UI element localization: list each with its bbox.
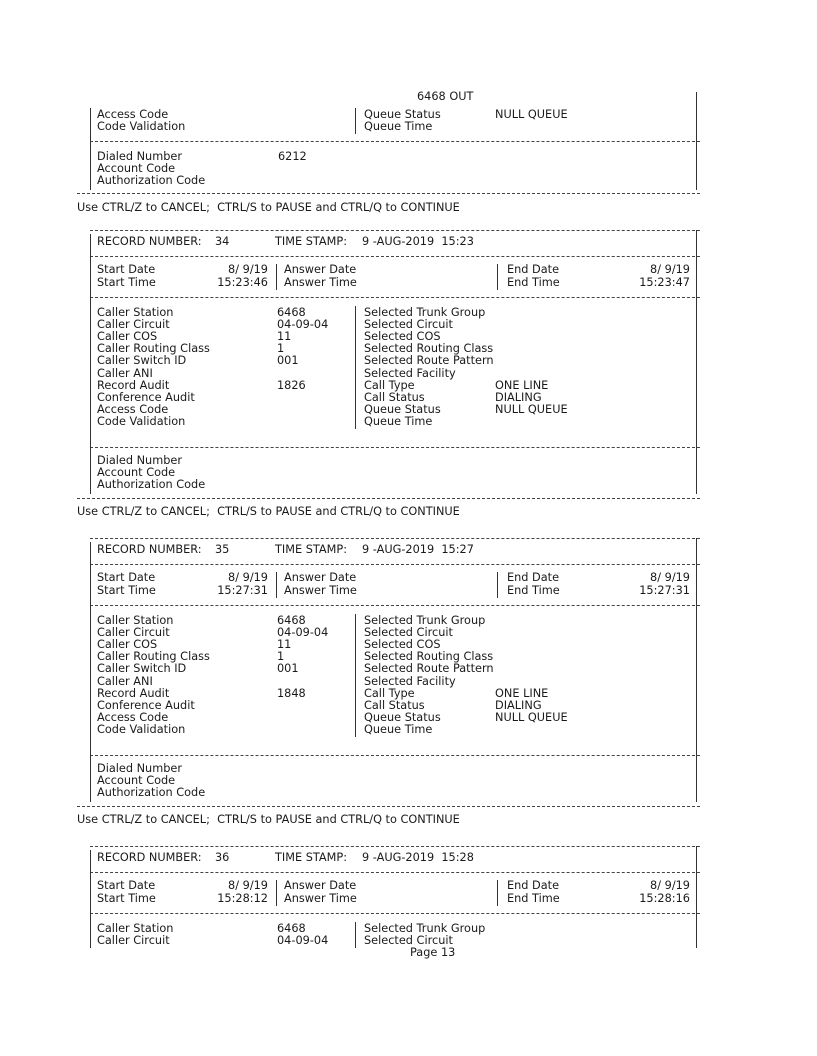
dashed-divider [90, 297, 700, 298]
time-stamp-label: TIME STAMP: [275, 543, 347, 556]
vertical-rule [276, 572, 277, 598]
end-date: 8/ 9/19 [650, 263, 690, 276]
record-number-label: RECORD NUMBER: [97, 543, 202, 556]
field-label: Dialed Number [97, 762, 182, 775]
trunk-value: 6468 OUT [417, 90, 474, 103]
dashed-divider [90, 447, 700, 448]
dashed-divider [77, 193, 700, 194]
field-value: 6212 [278, 150, 307, 163]
ctrl-notice: Use CTRL/Z to CANCEL; CTRL/S to PAUSE and CTRL/Q to CONTINUE [77, 201, 460, 214]
start-date: 8/ 9/19 [228, 263, 268, 276]
vertical-rule [696, 846, 697, 948]
ctrl-notice: Use CTRL/Z to CANCEL; CTRL/S to PAUSE and CTRL/Q to CONTINUE [77, 813, 460, 826]
field-label: Selected Route Pattern [364, 354, 494, 368]
field-label: End Time [507, 276, 560, 289]
field-label: Call Status [364, 698, 425, 712]
ctrl-notice: Use CTRL/Z to CANCEL; CTRL/S to PAUSE and CTRL/Q to CONTINUE [77, 505, 460, 518]
field-label: Start Time [97, 276, 156, 289]
field-value: DIALING [495, 698, 542, 712]
field-label: Authorization Code [97, 786, 206, 800]
page-number: Page 13 [410, 946, 456, 959]
field-value: 6468 [277, 614, 306, 627]
field-label: Caller Switch ID [97, 662, 187, 676]
field-label: End Time [507, 892, 560, 905]
time-stamp-label: TIME STAMP: [275, 851, 347, 864]
vertical-rule [90, 234, 91, 494]
field-label: Conference Audit [97, 698, 195, 712]
vertical-rule [90, 542, 91, 802]
end-time: 15:27:31 [639, 584, 690, 597]
dashed-divider [90, 872, 700, 873]
field-label: Account Code [97, 162, 176, 176]
field-value: 04-09-04 [277, 934, 329, 948]
field-label: End Time [507, 584, 560, 597]
field-label: Caller Station [97, 922, 174, 935]
field-label: Call Type [364, 686, 415, 700]
field-label: Dialed Number [97, 454, 182, 467]
field-label: Selected Trunk Group [364, 922, 486, 935]
field-label: Account Code [97, 466, 176, 480]
vertical-rule [355, 614, 356, 737]
vertical-rule [696, 230, 697, 494]
field-value: DIALING [495, 390, 542, 404]
field-label: Answer Time [284, 584, 357, 597]
record-number: 35 [215, 543, 230, 556]
field-value: NULL QUEUE [495, 108, 568, 121]
field-label: Selected Routing Class [364, 342, 494, 356]
dashed-divider [90, 755, 700, 756]
field-label: End Date [507, 263, 560, 276]
vertical-rule [497, 572, 498, 598]
field-label: Start Date [97, 879, 156, 892]
field-label: Access Code [97, 710, 169, 724]
field-label: Caller Station [97, 306, 174, 319]
field-label: Caller Station [97, 614, 174, 627]
field-value: 11 [277, 638, 292, 652]
field-label: Queue Time [364, 120, 433, 134]
field-label: Record Audit [97, 378, 170, 392]
dashed-divider [90, 538, 700, 539]
vertical-rule [355, 922, 356, 948]
field-label: End Date [507, 571, 560, 584]
vertical-rule [355, 108, 356, 134]
field-label: Selected Circuit [364, 934, 453, 948]
field-label: Queue Time [364, 722, 433, 736]
field-label: Selected Route Pattern [364, 662, 494, 676]
field-label: Caller ANI [97, 674, 153, 688]
field-label: Answer Date [284, 571, 357, 584]
end-time: 15:28:16 [639, 892, 690, 905]
start-date: 8/ 9/19 [228, 571, 268, 584]
field-label: Selected Circuit [364, 318, 453, 332]
time-stamp: 9 -AUG-2019 15:23 [362, 235, 474, 248]
field-label: Start Time [97, 892, 156, 905]
record-number-label: RECORD NUMBER: [97, 235, 202, 248]
field-value: ONE LINE [495, 378, 549, 392]
field-label: End Date [507, 879, 560, 892]
field-label: Call Status [364, 390, 425, 404]
field-label: Access Code [97, 402, 169, 416]
field-value: 1 [277, 342, 285, 356]
field-label: Caller COS [97, 330, 158, 344]
record-number-label: RECORD NUMBER: [97, 851, 202, 864]
field-label: Selected Trunk Group [364, 614, 486, 627]
field-label: Answer Date [284, 879, 357, 892]
dashed-divider [77, 498, 700, 499]
field-label: Selected Facility [364, 674, 456, 688]
field-label: Code Validation [97, 722, 186, 736]
field-label: Caller Circuit [97, 934, 170, 948]
end-time: 15:23:47 [639, 276, 690, 289]
field-label: Selected Circuit [364, 626, 453, 640]
vertical-rule [90, 850, 91, 948]
field-label: Queue Status [364, 108, 441, 121]
field-label: Queue Time [364, 414, 433, 428]
field-label: Selected Trunk Group [364, 306, 486, 319]
start-time: 15:28:12 [217, 892, 268, 905]
field-label: Selected COS [364, 638, 441, 652]
field-value: 001 [277, 662, 299, 676]
field-value: NULL QUEUE [495, 710, 568, 724]
field-label: Authorization Code [97, 478, 206, 492]
vertical-rule [497, 880, 498, 906]
dashed-divider [90, 141, 700, 142]
field-value: 6468 [277, 922, 306, 935]
field-label: Queue Status [364, 402, 441, 416]
time-stamp: 9 -AUG-2019 15:27 [362, 543, 474, 556]
dashed-divider [90, 256, 700, 257]
field-label: Caller Circuit [97, 626, 170, 640]
field-value: NULL QUEUE [495, 402, 568, 416]
dashed-divider [90, 913, 700, 914]
vertical-rule [276, 880, 277, 906]
field-label: Caller Circuit [97, 318, 170, 332]
vertical-rule [355, 306, 356, 429]
field-label: Selected Facility [364, 366, 456, 380]
vertical-rule [696, 538, 697, 802]
vertical-rule [276, 264, 277, 290]
field-value: 6468 [277, 306, 306, 319]
field-label: Authorization Code [97, 174, 206, 188]
field-label: Start Date [97, 263, 156, 276]
field-label: Call Type [364, 378, 415, 392]
field-label: Answer Date [284, 263, 357, 276]
vertical-rule [497, 264, 498, 290]
field-label: Answer Time [284, 892, 357, 905]
dashed-divider [77, 806, 700, 807]
end-date: 8/ 9/19 [650, 571, 690, 584]
field-value: 001 [277, 354, 299, 368]
field-value: 1848 [277, 686, 306, 700]
field-value: ONE LINE [495, 686, 549, 700]
dashed-divider [90, 846, 700, 847]
field-label: Code Validation [97, 120, 186, 134]
field-label: Conference Audit [97, 390, 195, 404]
dashed-divider [90, 564, 700, 565]
field-label: Selected Routing Class [364, 650, 494, 664]
field-label: Answer Time [284, 276, 357, 289]
field-value: 04-09-04 [277, 626, 329, 640]
record-number: 36 [215, 851, 230, 864]
field-label: Queue Status [364, 710, 441, 724]
field-label: Selected COS [364, 330, 441, 344]
start-date: 8/ 9/19 [228, 879, 268, 892]
field-label: Account Code [97, 774, 176, 788]
field-value: 1 [277, 650, 285, 664]
field-label: Caller ANI [97, 366, 153, 380]
dashed-divider [90, 230, 700, 231]
vertical-rule [90, 108, 91, 190]
field-value: 11 [277, 330, 292, 344]
dashed-divider [90, 605, 700, 606]
field-label: Caller Routing Class [97, 650, 210, 664]
start-time: 15:27:31 [217, 584, 268, 597]
field-label: Dialed Number [97, 150, 182, 163]
field-label: Start Time [97, 584, 156, 597]
field-label: Caller Routing Class [97, 342, 210, 356]
record-number: 34 [215, 235, 230, 248]
time-stamp: 9 -AUG-2019 15:28 [362, 851, 474, 864]
field-value: 1826 [277, 378, 306, 392]
field-label: Start Date [97, 571, 156, 584]
field-label: Code Validation [97, 414, 186, 428]
time-stamp-label: TIME STAMP: [275, 235, 347, 248]
start-time: 15:23:46 [217, 276, 268, 289]
field-label: Record Audit [97, 686, 170, 700]
field-label: Access Code [97, 108, 169, 121]
end-date: 8/ 9/19 [650, 879, 690, 892]
field-label: Caller COS [97, 638, 158, 652]
field-value: 04-09-04 [277, 318, 329, 332]
field-label: Caller Switch ID [97, 354, 187, 368]
